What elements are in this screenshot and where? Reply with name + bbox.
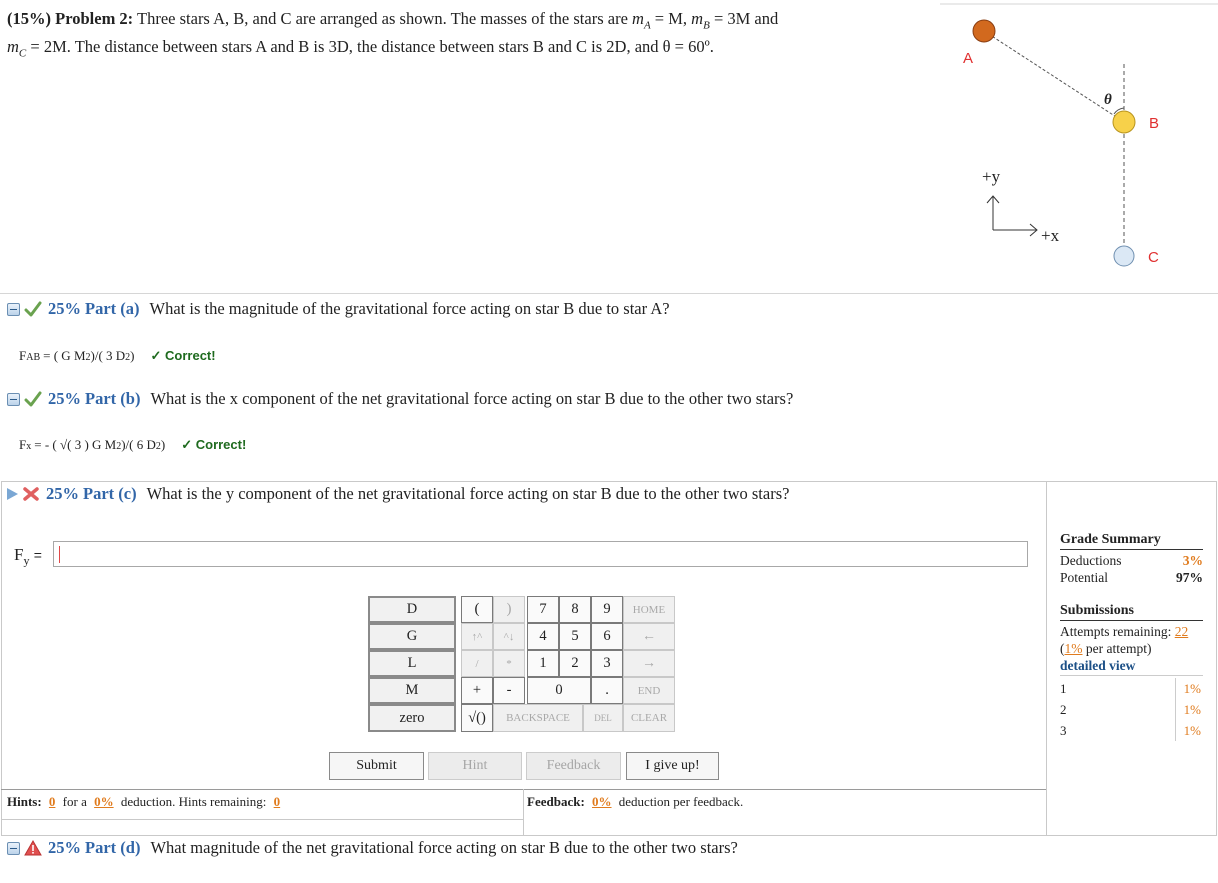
attempt-row <box>1060 699 1203 720</box>
answer-rhs-3: ) <box>130 348 135 363</box>
key-backspace[interactable]: BACKSPACE <box>493 704 583 732</box>
grade-summary <box>1060 532 1203 741</box>
key-var-zero[interactable]: zero <box>368 704 456 732</box>
mass-b-sub: B <box>703 19 710 32</box>
answer-lhs: F <box>19 437 27 452</box>
attempt-list <box>1060 678 1203 741</box>
answer-rhs-2: )/( 3 D <box>90 348 126 363</box>
answer-sup-2: 2 <box>155 441 161 452</box>
potential-label: Potential <box>1060 570 1108 585</box>
attempt-row <box>1060 678 1203 699</box>
key-sqrt[interactable]: √() <box>461 704 493 732</box>
key-var-d[interactable]: D <box>368 596 456 623</box>
label-a: A <box>963 50 974 67</box>
per-attempt-text: per attempt) <box>1082 641 1152 656</box>
potential-row <box>1060 569 1203 586</box>
part-a-label: Part (a) <box>85 299 140 318</box>
answer-rhs: = - ( √( 3 ) G M <box>34 437 117 452</box>
hints-count: 0 <box>48 794 56 809</box>
collapse-icon[interactable] <box>7 303 20 316</box>
part-d-header[interactable] <box>7 838 738 858</box>
part-c-weight: 25% <box>46 484 79 503</box>
distance-bc: 2D <box>606 37 627 57</box>
axis-plus-y: +y <box>982 167 1001 186</box>
warning-icon <box>24 840 42 856</box>
key-3[interactable]: 3 <box>591 650 623 677</box>
attempts-remaining: Attempts remaining: 22 (1% per attempt) <box>1060 624 1189 656</box>
attempt-number: 3 <box>1060 723 1067 738</box>
key-home[interactable]: HOME <box>623 596 675 623</box>
part-a-weight: 25% <box>48 299 81 318</box>
key-multiply[interactable]: * <box>493 650 525 677</box>
key-var-l[interactable]: L <box>368 650 456 677</box>
key-8[interactable]: 8 <box>559 596 591 623</box>
key-var-m[interactable]: M <box>368 677 456 704</box>
divider <box>1 819 523 820</box>
answer-rhs-3: ) <box>160 437 166 452</box>
key-right-arrow[interactable]: → <box>623 650 675 677</box>
part-b-label: Part (b) <box>85 389 141 408</box>
key-divide[interactable]: / <box>461 650 493 677</box>
key-left-arrow[interactable]: ← <box>623 623 675 650</box>
key-del[interactable]: DEL <box>583 704 623 732</box>
answer-sup: 2 <box>85 352 91 363</box>
part-b-question: What is the x component of the net gravitational force acting on star B due to the other two stars? <box>150 389 794 408</box>
label-theta: θ <box>1104 92 1112 108</box>
mass-a-sub: A <box>643 19 651 32</box>
theta-value: θ = 60º <box>662 37 710 57</box>
divider <box>1060 549 1203 550</box>
key-close-paren[interactable]: ) <box>493 596 525 623</box>
key-4[interactable]: 4 <box>527 623 559 650</box>
problem-weight: (15%) <box>7 9 51 28</box>
feedback-info <box>527 794 743 810</box>
cross-icon <box>22 486 40 502</box>
part-a-header[interactable] <box>7 299 670 319</box>
answer-lhs-sub: x <box>26 441 32 452</box>
key-up-caret[interactable]: ↑^ <box>461 623 493 650</box>
detailed-view-link[interactable]: detailed view <box>1060 658 1136 673</box>
attempt-row <box>1060 720 1203 741</box>
key-minus[interactable]: - <box>493 677 525 704</box>
collapse-icon[interactable] <box>7 842 20 855</box>
hints-info <box>7 794 284 810</box>
key-dot[interactable]: . <box>591 677 623 704</box>
divider <box>1060 620 1203 621</box>
checkmark-icon <box>24 301 42 317</box>
expand-arrow-icon[interactable] <box>7 488 18 500</box>
hints-label: Hints: <box>7 794 42 809</box>
mass-c-symbol: m <box>7 37 19 57</box>
problem-text-2: . The distance between stars A and B is <box>66 37 329 57</box>
label-c: C <box>1148 249 1159 266</box>
part-b-weight: 25% <box>48 389 81 408</box>
star-a <box>973 20 995 42</box>
hints-for-a: for a <box>62 794 87 809</box>
attempt-number: 2 <box>1060 702 1067 717</box>
part-b-answer <box>19 437 246 453</box>
attempts-label: Attempts remaining: <box>1060 624 1172 639</box>
axis-plus-x: +x <box>1041 226 1060 245</box>
mass-b-symbol: m <box>691 9 704 28</box>
submissions-title: Submissions <box>1060 603 1134 618</box>
text-caret <box>59 546 60 563</box>
problem-text-3: , the distance between stars B and C is <box>348 37 607 57</box>
mass-c-sub: C <box>18 47 27 60</box>
correct-badge: ✓ Correct! <box>181 437 247 452</box>
divider <box>1060 675 1203 676</box>
star-c <box>1114 246 1134 266</box>
feedback-button[interactable]: Feedback <box>526 752 621 780</box>
part-a-question: What is the magnitude of the gravitational force acting on star B due to star A? <box>149 299 670 318</box>
part-d-weight: 25% <box>48 838 81 857</box>
checkmark-icon <box>24 391 42 407</box>
problem-text: Three stars A, B, and C are arranged as shown. The masses of the stars are <box>137 9 628 28</box>
problem-text-5: . <box>709 37 714 57</box>
potential-value: 97% <box>1176 570 1203 585</box>
key-clear[interactable]: CLEAR <box>623 704 675 732</box>
star-b <box>1113 111 1135 133</box>
divider <box>0 293 1218 294</box>
feedback-text: deduction per feedback. <box>618 794 744 809</box>
part-d-label: Part (d) <box>85 838 141 857</box>
hint-button[interactable]: Hint <box>428 752 522 780</box>
attempt-pct: 1% <box>1175 699 1203 720</box>
part-d-question: What magnitude of the net gravitational force acting on star B due to the other two stars? <box>150 838 738 857</box>
per-attempt-pct: 1% <box>1064 641 1083 656</box>
fy-symbol: F <box>14 545 24 564</box>
part-c-header[interactable] <box>7 484 789 504</box>
answer-rhs-2: )/( 6 D <box>121 437 156 452</box>
key-1[interactable]: 1 <box>527 650 559 677</box>
collapse-icon[interactable] <box>7 393 20 406</box>
give-up-button[interactable]: I give up! <box>626 752 719 780</box>
distance-ab: 3D <box>328 37 349 57</box>
fy-equals: = <box>33 547 42 563</box>
star-diagram <box>940 0 1218 290</box>
part-a-answer <box>19 348 216 364</box>
problem-number: Problem 2: <box>55 9 134 28</box>
key-2[interactable]: 2 <box>559 650 591 677</box>
key-plus[interactable]: + <box>461 677 493 704</box>
deductions-value: 3% <box>1182 553 1203 568</box>
grade-summary-title: Grade Summary <box>1060 532 1161 547</box>
answer-lhs-sub: AB <box>26 352 41 363</box>
key-down-caret[interactable]: ^↓ <box>493 623 525 650</box>
problem-text-4: , and <box>626 37 663 57</box>
axes-icon <box>987 196 1037 236</box>
divider <box>1046 482 1047 836</box>
part-b-header[interactable] <box>7 389 793 409</box>
fy-sub: y <box>23 553 30 568</box>
part-c-label: Part (c) <box>83 484 137 503</box>
deductions-label: Deductions <box>1060 553 1122 568</box>
answer-rhs: = ( G M <box>43 348 86 363</box>
feedback-pct: 0% <box>592 794 612 809</box>
attempt-pct: 1% <box>1175 720 1203 741</box>
key-6[interactable]: 6 <box>591 623 623 650</box>
answer-lhs: F <box>19 348 27 363</box>
attempts-value: 22 <box>1174 624 1189 639</box>
divider <box>523 789 524 836</box>
key-9[interactable]: 9 <box>591 596 623 623</box>
answer-input[interactable] <box>53 541 1028 567</box>
key-7[interactable]: 7 <box>527 596 559 623</box>
answer-sup-2: 2 <box>125 352 131 363</box>
hints-pct: 0% <box>94 794 114 809</box>
correct-badge: ✓ Correct! <box>150 348 216 363</box>
problem-statement <box>7 8 907 65</box>
mass-a-value: = M, <box>650 9 692 28</box>
attempt-pct: 1% <box>1175 678 1203 699</box>
key-open-paren[interactable]: ( <box>461 596 493 623</box>
hints-deduction-text: deduction. Hints remaining: <box>120 794 267 809</box>
mass-c-value: = 2M <box>26 37 67 57</box>
feedback-label: Feedback: <box>527 794 585 809</box>
hints-remaining: 0 <box>273 794 281 809</box>
fy-label <box>14 545 42 568</box>
key-var-g[interactable]: G <box>368 623 456 650</box>
answer-sup: 2 <box>116 441 122 452</box>
deductions-row <box>1060 552 1203 569</box>
label-b: B <box>1149 115 1160 132</box>
key-5[interactable]: 5 <box>559 623 591 650</box>
mass-a-symbol: m <box>632 9 644 28</box>
mass-b-value: = 3M and <box>709 9 779 28</box>
key-end[interactable]: END <box>623 677 675 704</box>
line-ab <box>984 31 1124 122</box>
submit-button[interactable]: Submit <box>329 752 424 780</box>
attempt-number: 1 <box>1060 681 1067 696</box>
part-c-question: What is the y component of the net gravitational force acting on star B due to the other two stars? <box>146 484 790 503</box>
key-0[interactable]: 0 <box>527 677 591 704</box>
